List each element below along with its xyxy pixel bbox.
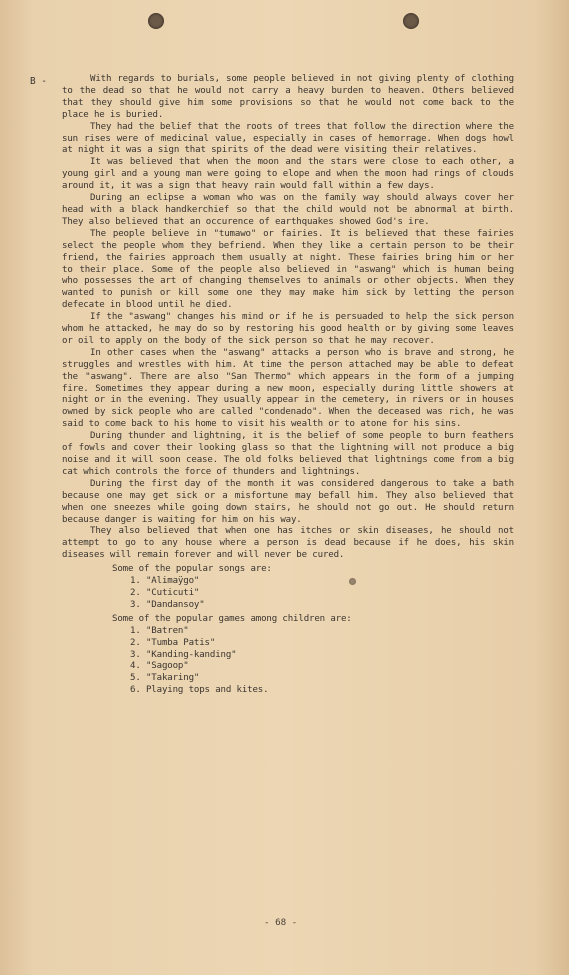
paragraph: During thunder and lightning, it is the belief of some people to burn feathers of fowls and cover their looking glass so that the lightning will not produce a big noise and it will soon cease. The old folks believed that lightnings come from a big cat which controls the force of thunders and lightnings.	[62, 431, 514, 477]
paragraph: They also believed that when one has itches or skin diseases, he should not attempt to go to any house where a person is dead because if he does, his skin diseases will remain forever and will never be cured.	[62, 526, 514, 561]
page-number: - 68 -	[264, 917, 298, 928]
list-item: 2. "Cuticuti"	[130, 587, 200, 598]
paragraph: During an eclipse a woman who was on the family way should always cover her head with a black handkerchief so that the child would not be abnormal at birth. They also believed that an occurence of earthquakes showed God's ire.	[62, 193, 514, 227]
list-item: 3. "Dandansoy"	[130, 599, 205, 610]
list-item: 1. "Alimaÿgo"	[130, 576, 200, 587]
games-intro: Some of the popular games among children are:	[112, 613, 352, 624]
list-item: 3. "Kanding-kanding"	[130, 649, 237, 660]
list-item: 1. "Batren"	[130, 625, 189, 636]
paragraph: If the "aswang" changes his mind or if he is persuaded to help the sick person whom he attacked, he may do so by restoring his good health or by giving some leaves or oil to apply on the body of the sick person so that he may recover.	[62, 312, 514, 346]
paragraph: The people believe in "tumawo" or fairies. It is believed that these fairies select the people whom they befriend. When they like a certain person to be their friend, the fairies approach them usually at night. These fairies bring him or her to their place. Some of the people also believed in "aswang" which is human being who possesses the art of changing themselves to animals or other objects. When they wanted to punish or kill some one they may make him sick by letting the person defecate in blood until he died.	[62, 228, 514, 311]
section-label: B -	[30, 76, 47, 87]
punch-hole	[403, 13, 419, 29]
paragraph: It was believed that when the moon and the stars were close to each other, a young girl and a young man were going to elope and when the moon had rings of clouds around it, it was a sign that heavy rain would fall within a few days.	[62, 157, 514, 192]
punch-hole	[148, 13, 164, 29]
songs-list	[62, 576, 514, 612]
paragraph: They had the belief that the roots of trees that follow the direction where the sun rises were of medicinal value, especially in cases of hemorrage. When dogs howl at night it was a sign that spirits of the dead were visiting their relatives.	[62, 121, 514, 156]
paragraph: With regards to burials, some people believed in not giving plenty of clothing to the dead so that he would not carry a heavy burden to heaven. Others believed that they should give him some provisions so that he would not come back to the place he is buried.	[62, 74, 514, 120]
list-item: 4. "Sagoop"	[130, 661, 189, 672]
songs-intro: Some of the popular songs are:	[112, 564, 272, 575]
document-body	[62, 74, 514, 697]
games-list	[62, 626, 514, 697]
paragraph: During the first day of the month it was considered dangerous to take a bath because one may get sick or a misfortune may befall him. They also believed that when one sneezes while going down stairs, he should not go out. He should return because danger is waiting for him on his way.	[62, 478, 514, 525]
paragraph: In other cases when the "aswang" attacks a person who is brave and strong, he struggles and wrestles with him. At time the person attached may be able to defeat the "aswang". There are also "San Thermo" which appears in the form of a jumping fire. Sometimes they appear during a new moon, especially during little showers at night or in the evening. They usually appear in the cemetery, in rivers or in houses owned by sick people who are called "condenado". When the deceased was rich, he was said to come back to his home to visit his wealth or to atone for his sins.	[62, 347, 514, 430]
list-item: 2. "Tumba Patis"	[130, 637, 216, 648]
list-item: 6. Playing tops and kites.	[130, 685, 269, 696]
list-item: 5. "Takaring"	[130, 673, 200, 684]
